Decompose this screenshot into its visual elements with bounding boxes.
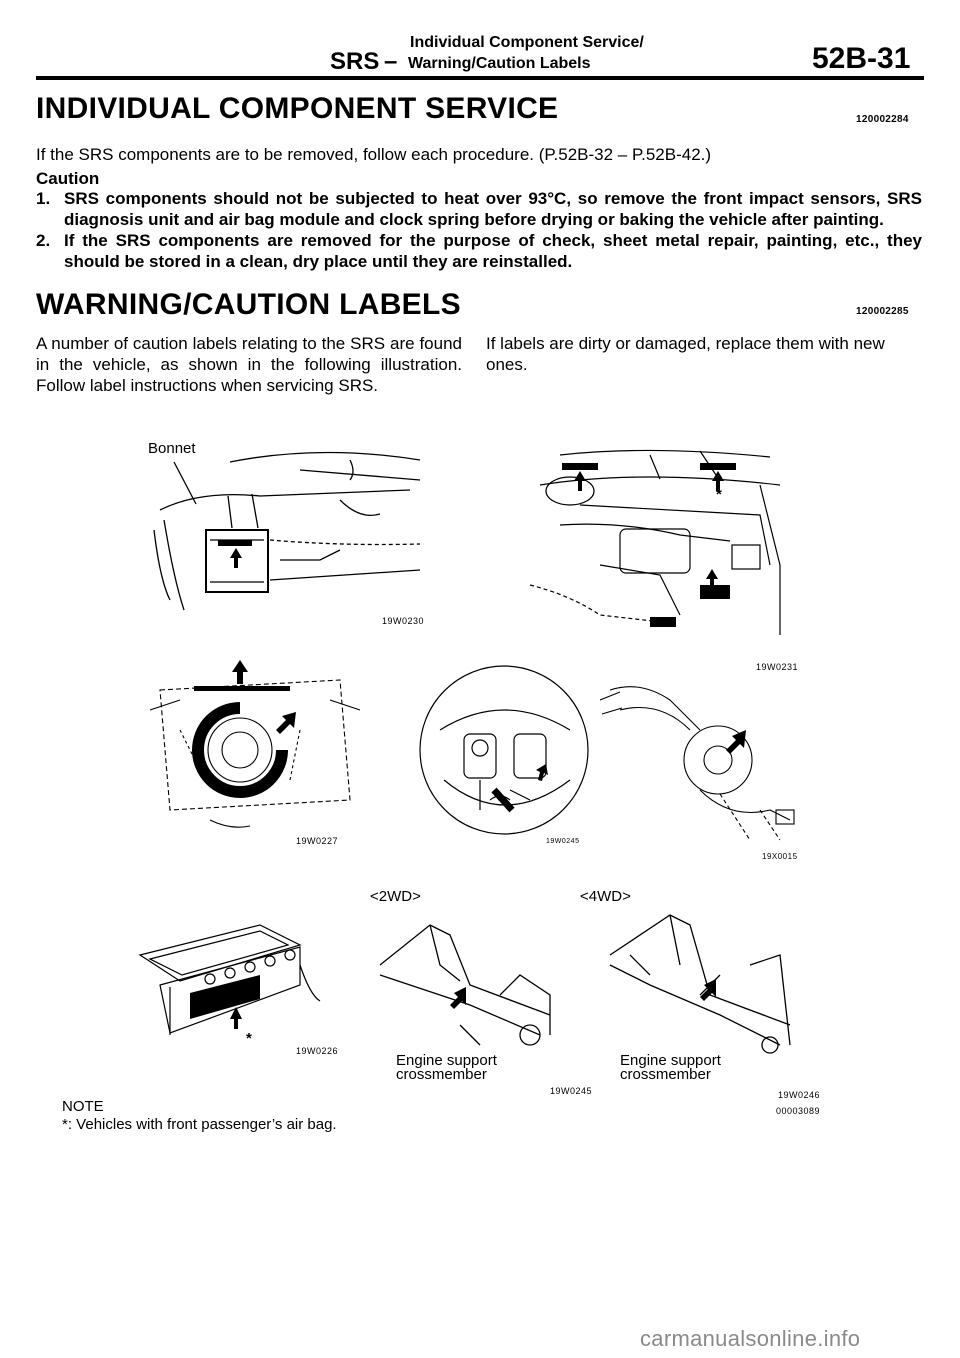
header-line1: Individual Component Service/: [410, 34, 644, 51]
figure-code-19w0245-b: 19W0245: [550, 1086, 593, 1096]
figure-code-19w0230: 19W0230: [382, 616, 425, 626]
bonnet-label: Bonnet: [148, 440, 196, 457]
asterisk-dash: *: [716, 486, 722, 503]
figure-code-19w0226: 19W0226: [296, 1046, 339, 1056]
crossmember-4wd: crossmember: [620, 1066, 711, 1083]
engine-support-2wd: Engine support: [396, 1052, 497, 1069]
section-code-1: 120002284: [856, 114, 909, 125]
caution-item: [36, 188, 922, 230]
section2-right-column: If labels are dirty or damaged, replace them with new ones.: [486, 334, 885, 374]
section1-intro: If the SRS components are to be removed, follow each procedure. (P.52B-32 – P.52B-42.): [36, 145, 712, 164]
watermark: carmanualsonline.info: [640, 1326, 861, 1351]
passenger-airbag-illustration: [110, 915, 320, 1065]
caution-item: [36, 230, 922, 272]
header-line2: Warning/Caution Labels: [408, 55, 591, 72]
label-2wd: <2WD>: [370, 888, 421, 905]
label-4wd: <4WD>: [580, 888, 631, 905]
page-number: 52B-31: [812, 42, 911, 75]
crossmember-2wd-illustration: [370, 905, 570, 1065]
header-srs: SRS: [330, 48, 380, 75]
caution-heading: Caution: [36, 169, 100, 188]
caution-item-text: SRS components should not be subjected to heat over 93°C, so remove the front impact sensors, SRS diagnosis unit and air bag module and clock spring before drying or baking the vehicle after painting.: [64, 189, 922, 229]
caution-item-number: 1.: [36, 189, 51, 208]
figure-code-19w0246: 19W0246: [778, 1090, 821, 1100]
header-dash: –: [384, 48, 398, 75]
caution-item-number: 2.: [36, 231, 51, 250]
steering-wheel-illustration: [420, 660, 590, 840]
figure-code-00003089: 00003089: [776, 1106, 821, 1116]
figure-code-19w0231: 19W0231: [756, 662, 799, 672]
note-heading: NOTE: [62, 1098, 104, 1115]
note-text: *: Vehicles with front passenger’s air bag.: [62, 1116, 337, 1133]
section2-left-column: A number of caution labels relating to the SRS are found in the vehicle, as shown in the following illustration. Follow label instructions when servicing SRS.: [36, 334, 462, 395]
crossmember-4wd-illustration: [590, 895, 800, 1065]
section-code-2: 120002285: [856, 306, 909, 317]
section-title-warning-caution-labels: WARNING/CAUTION LABELS: [36, 288, 461, 321]
dashboard-illustration: [500, 445, 800, 645]
steering-airbag-illustration: [140, 650, 370, 840]
clock-spring-illustration: [600, 670, 800, 850]
caution-item-text: If the SRS components are removed for the purpose of check, sheet metal repair, painting, etc., they should be stored in a clean, dry place until they are reinstalled.: [64, 231, 922, 271]
engine-support-4wd: Engine support: [620, 1052, 721, 1069]
bonnet-illustration: [140, 440, 440, 620]
asterisk-passenger: *: [246, 1030, 252, 1047]
figure-code-19w0245-a: 19W0245: [546, 838, 580, 845]
figure-code-19w0227: 19W0227: [296, 836, 339, 846]
caution-list: [36, 188, 922, 272]
crossmember-2wd: crossmember: [396, 1066, 487, 1083]
section-title-individual-component-service: INDIVIDUAL COMPONENT SERVICE: [36, 92, 559, 125]
header-rule: [36, 76, 924, 80]
figure-code-19x0015: 19X0015: [762, 852, 798, 861]
